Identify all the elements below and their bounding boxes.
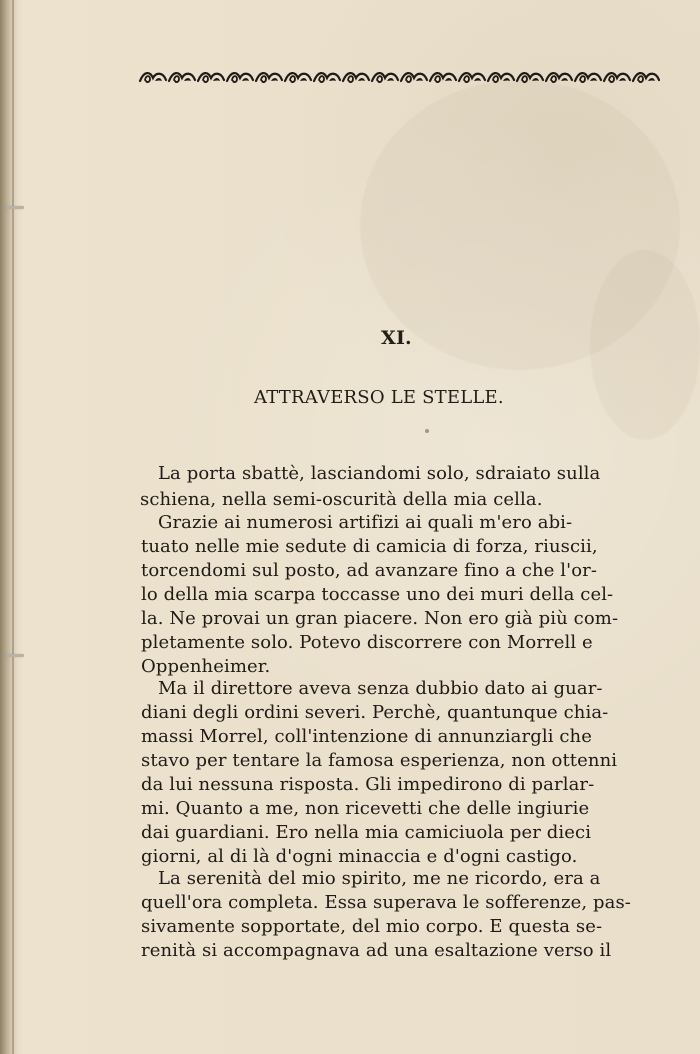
text-line: la. Ne provai un gran piacere. Non ero già più com-	[141, 608, 619, 629]
chapter-title: ATTRAVERSO LE STELLE.	[254, 387, 504, 408]
text-line: massi Morrel, coll'intenzione di annunziargli che	[141, 726, 592, 747]
text-line: sivamente sopportate, del mio corpo. E questa se-	[141, 916, 603, 937]
text-line: giorni, al di là d'ogni minaccia e d'ogni castigo.	[141, 846, 578, 867]
text-line: Oppenheimer.	[141, 656, 271, 677]
text-line: pletamente solo. Potevo discorrere con Morrell e	[141, 632, 593, 653]
binding-stitch-icon	[6, 206, 24, 209]
text-line: mi. Quanto a me, non ricevetti che delle ingiurie	[141, 798, 590, 819]
text-line: lo della mia scarpa toccasse uno dei muri della cel-	[141, 584, 614, 605]
text-line: Grazie ai numerosi artifizi ai quali m'ero abi-	[158, 512, 573, 533]
decorative-border-icon	[136, 67, 660, 87]
ink-dot	[425, 429, 429, 433]
binding-stitch-icon	[6, 654, 24, 657]
text-line: torcendomi sul posto, ad avanzare fino a che l'or-	[141, 560, 598, 581]
text-line: La serenità del mio spirito, me ne ricordo, era a	[158, 868, 601, 889]
book-spine	[0, 0, 18, 1054]
paper-stain	[590, 250, 700, 440]
text-line: dai guardiani. Ero nella mia camiciuola per dieci	[141, 822, 592, 843]
text-line: schiena, nella semi-oscurità della mia cella.	[140, 489, 543, 510]
gutter-line	[12, 0, 14, 1054]
text-line: Ma il direttore aveva senza dubbio dato ai guar-	[158, 678, 603, 699]
text-line: quell'ora completa. Essa superava le sofferenze, pas-	[141, 892, 631, 913]
text-line: diani degli ordini severi. Perchè, quantunque chia-	[141, 702, 609, 723]
text-line: da lui nessuna risposta. Gli impedirono di parlar-	[141, 774, 595, 795]
text-line: renità si accompagnava ad una esaltazione verso il	[141, 940, 612, 961]
text-line: La porta sbattè, lasciandomi solo, sdraiato sulla	[158, 463, 601, 484]
text-line: tuato nelle mie sedute di camicia di forza, riuscii,	[141, 536, 598, 557]
text-line: stavo per tentare la famosa esperienza, non ottenni	[141, 750, 618, 771]
chapter-number: XI.	[381, 327, 412, 349]
